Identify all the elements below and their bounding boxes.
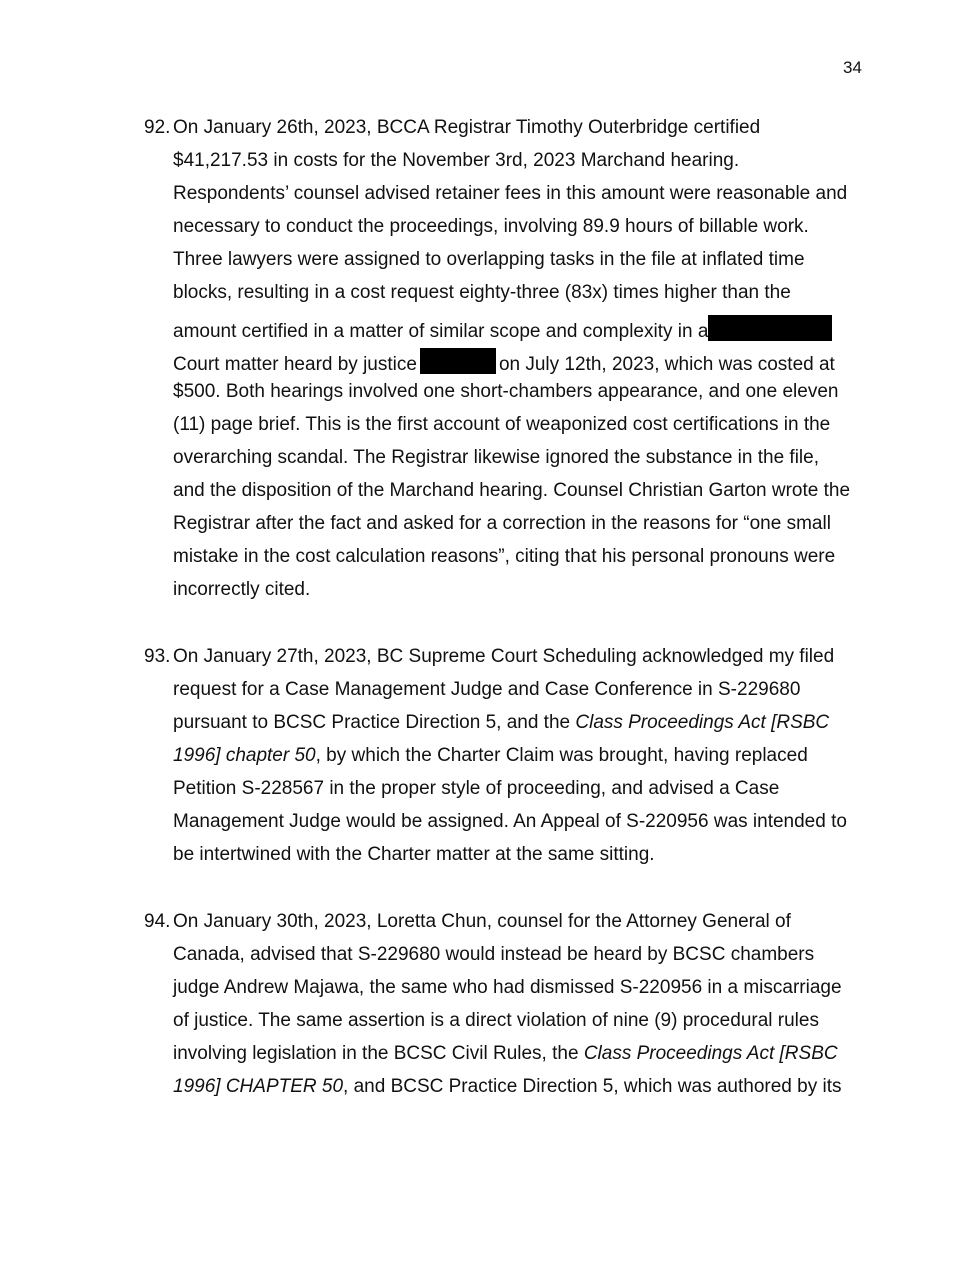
paragraph-line: Registrar after the fact and asked for a correction in the reasons for “one small bbox=[173, 513, 831, 534]
paragraph-line: Respondents’ counsel advised retainer fees in this amount were reasonable and bbox=[173, 183, 848, 204]
paragraph-number: 93. bbox=[144, 646, 171, 667]
statute-citation: Class Proceedings Act [RSBC bbox=[583, 1043, 838, 1064]
paragraph-line bbox=[173, 348, 835, 376]
paragraph-line: $500. Both hearings involved one short-chambers appearance, and one eleven bbox=[173, 381, 839, 402]
paragraph-number: 94. bbox=[144, 911, 171, 932]
paragraph-line: necessary to conduct the proceedings, involving 89.9 hours of billable work. bbox=[173, 216, 809, 237]
page-number: 34 bbox=[843, 58, 862, 77]
paragraph-line: On January 27th, 2023, BC Supreme Court Scheduling acknowledged my filed bbox=[173, 646, 835, 667]
statute-citation: Class Proceedings Act [RSBC bbox=[575, 712, 830, 733]
statute-citation: 1996] CHAPTER 50 bbox=[173, 1076, 344, 1097]
line-text: amount certified in a matter of similar scope and complexity in a bbox=[173, 321, 709, 342]
line-text: involving legislation in the BCSC Civil Rules, the bbox=[173, 1043, 584, 1064]
redaction-block bbox=[708, 315, 832, 341]
paragraph-line: On January 26th, 2023, BCCA Registrar Timothy Outerbridge certified bbox=[173, 117, 761, 138]
line-text: , by which the Charter Claim was brought, having replaced bbox=[315, 745, 808, 766]
redaction-block bbox=[420, 348, 496, 374]
paragraph-line: and the disposition of the Marchand hearing. Counsel Christian Garton wrote the bbox=[173, 480, 851, 501]
paragraph-line: request for a Case Management Judge and Case Conference in S-229680 bbox=[173, 679, 801, 700]
paragraph-line: Three lawyers were assigned to overlapping tasks in the file at inflated time bbox=[173, 249, 805, 270]
paragraph-line: Management Judge would be assigned. An Appeal of S-220956 was intended to bbox=[173, 811, 847, 832]
paragraph-line: judge Andrew Majawa, the same who had dismissed S-220956 in a miscarriage bbox=[173, 977, 842, 998]
line-text: on July 12th, 2023, which was costed at bbox=[498, 354, 835, 375]
paragraph-line: blocks, resulting in a cost request eighty-three (83x) times higher than the bbox=[173, 282, 791, 303]
line-text: , and BCSC Practice Direction 5, which was authored by its bbox=[343, 1076, 842, 1097]
paragraph-line: mistake in the cost calculation reasons”, citing that his personal pronouns were bbox=[173, 546, 836, 567]
statute-citation: 1996] chapter 50 bbox=[173, 745, 316, 766]
paragraph-line: Canada, advised that S-229680 would instead be heard by BCSC chambers bbox=[173, 944, 815, 965]
line-text: pursuant to BCSC Practice Direction 5, and the bbox=[173, 712, 576, 733]
paragraph-line: be intertwined with the Charter matter at the same sitting. bbox=[173, 844, 655, 865]
paragraph-line: overarching scandal. The Registrar likewise ignored the substance in the file, bbox=[173, 447, 819, 468]
paragraph-line bbox=[173, 1043, 838, 1065]
paragraph-number: 92. bbox=[144, 117, 171, 138]
paragraph-line bbox=[173, 745, 808, 767]
paragraph-line bbox=[173, 712, 829, 734]
paragraph-line: Petition S-228567 in the proper style of proceeding, and advised a Case bbox=[173, 778, 780, 799]
paragraph-line: of justice. The same assertion is a direct violation of nine (9) procedural rules bbox=[173, 1010, 819, 1031]
paragraph-line: On January 30th, 2023, Loretta Chun, counsel for the Attorney General of bbox=[173, 911, 791, 932]
paragraph-line: $41,217.53 in costs for the November 3rd, 2023 Marchand hearing. bbox=[173, 150, 740, 171]
paragraph-line bbox=[173, 1076, 841, 1098]
paragraph-line: incorrectly cited. bbox=[173, 579, 311, 600]
line-text: Court matter heard by justice bbox=[173, 354, 417, 375]
paragraph-line: (11) page brief. This is the first account of weaponized cost certifications in the bbox=[173, 414, 831, 435]
paragraph-line bbox=[173, 315, 832, 343]
